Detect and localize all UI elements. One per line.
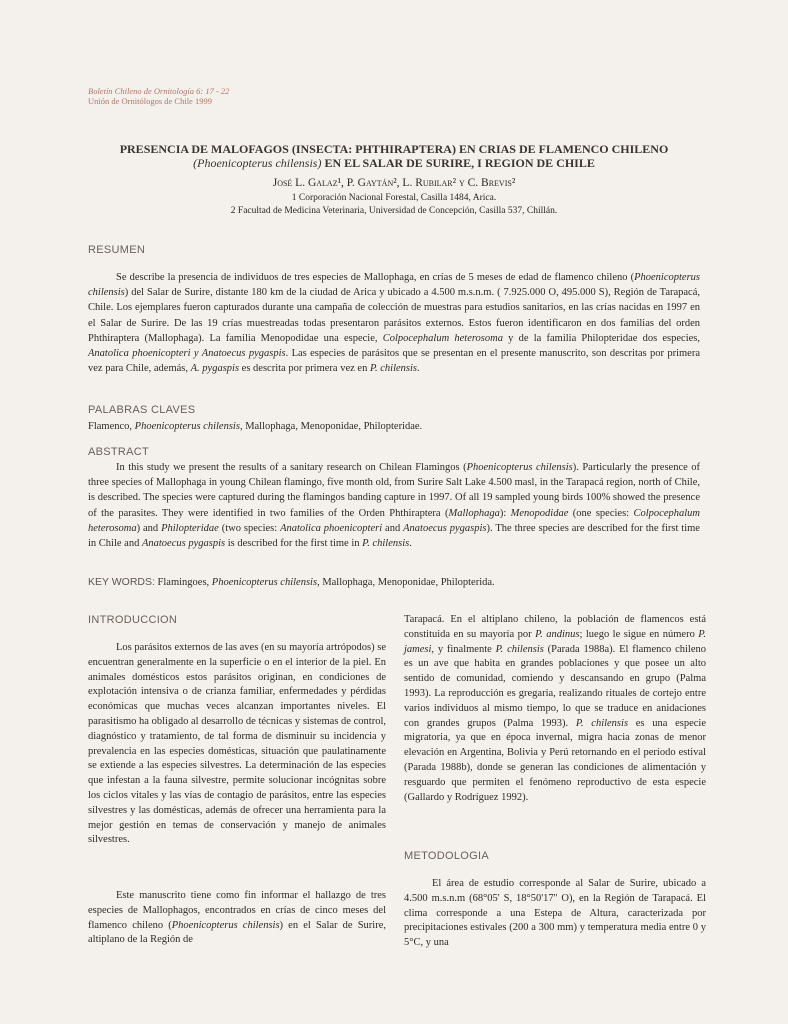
- intro-heading: INTRODUCCION: [88, 614, 178, 626]
- intro-part: Este manuscrito tiene como fin informar el hallazgo de tres especies de Mallophagos, encontrados en crías de cinco meses del flamenco chileno (: [88, 890, 386, 931]
- species-name: P. jamesi: [404, 628, 706, 655]
- abstract-part: ). The three species are described for the first time in Chile and: [88, 522, 700, 550]
- journal-name: Boletín Chileno de Ornitología 6: 17 - 22: [88, 86, 230, 96]
- abstract-part: (two species:: [218, 522, 281, 534]
- resumen-part: es descrita por primera vez en: [239, 363, 370, 375]
- affiliation-1: 1 Corporación Nacional Forestal, Casilla 1484, Arica.: [291, 193, 497, 203]
- taxon-name: Mallophaga: [448, 507, 500, 519]
- palabras-heading: PALABRAS CLAVES: [88, 404, 196, 416]
- keywords-heading: KEY WORDS:: [88, 576, 155, 588]
- abstract-part: ). Particularly the presence of three species of Mallophaga in young Chilean flamingo, five month old, from Surire Salt Lake 4.500 masl, in the Tarapacá region, north of Chile, is described. The species were captured during the flamingos banding capture in 1997. Of all 19 sampled young birds 100% showed the presence of the parasites. They were identified in two families of the Orden Phthiraptera (: [88, 462, 700, 519]
- intro-paragraph-1: Los parásitos externos de las aves (en su mayoría artrópodos) se encuentran generalmente en la superficie o en el interior de la piel. En animales domésticos estos parásitos originan, en condiciones de explotación intensiva o de crianza familiar, enfermedades y pérdidas económicas que muchas veces alcanzan importantes niveles. El parasitismo ha obligado al desarrollo de técnicas y sistemas de control, diagnóstico y tratamiento, de tal forma de disminuir su incidencia y prevalencia en las especies domésticas, situación que paulatinamente se extiende a las especies silvestres. La determinación de las especies que infestan a la fauna silvestre, permite solucionar incógnitas sobre los ciclos vitales y las vías de contagio de parásitos, entre las especies silvestres y las domésticas, además de ofrecer una herramienta para la mejor gestión en temas de conservación y manejo de animales silvestres.: [88, 642, 386, 846]
- keywords-part: , Mallophaga, Menoponidae, Philopterida.: [317, 577, 495, 588]
- species-name: P. andinus: [535, 628, 580, 640]
- palabras-text: [88, 419, 700, 434]
- palabras-part: Flamenco,: [88, 421, 135, 432]
- species-name: Phoenicopterus chilensis: [134, 421, 240, 432]
- species-name: Phoenicopterus chilensis: [88, 272, 700, 299]
- species-name: Anatoecus pygaspis: [403, 522, 487, 534]
- journal-header: [88, 86, 229, 106]
- title-line-2: [60, 156, 728, 170]
- species-name: Phoenicopterus chilensis: [466, 462, 573, 473]
- palabras-part: , Mallophaga, Menoponidae, Philopteridae.: [239, 421, 423, 432]
- resumen-part: ) del Salar de Surire, distante 180 km de la ciudad de Arica y ubicado a 4.500 m.s.n.m. ( 7.925.000 O, 495.000 S), Región de Tarapacá, Chile. Los ejemplares fueron capturados durante una campaña de colección de muestras para estudios sanitarios, en las crías nacidas en 1997 en el Salar de Surire. De las 19 crías muestreadas todas presentaron parásitos externos. Estos fueron identificaron en dos familias del orden Phthiraptera (Mallophaga). La familia Menopodidae una especie,: [88, 287, 700, 344]
- species-name: A. pygaspis: [190, 363, 240, 375]
- resumen-part: Se describe la presencia de individuos de tres especies de Mallophaga, en crías de 5 meses de edad de flamenco chileno (: [116, 272, 635, 283]
- keywords-line: [88, 575, 700, 590]
- title-species: (Phoenicopterus chilensis): [193, 156, 322, 170]
- abstract-heading: ABSTRACT: [88, 446, 150, 458]
- intro-paragraph-2: [88, 889, 386, 948]
- resumen-heading: RESUMEN: [88, 244, 146, 256]
- resumen-part: .: [417, 363, 420, 375]
- species-name: P. chilensis: [369, 363, 418, 375]
- affiliation-2: 2 Facultad de Medicina Veterinaria, Universidad de Concepción, Casilla 537, Chillán.: [230, 206, 558, 216]
- right-part: es una especie migratoria, ya que en época invernal, migra hacia zonas de menor elevación en Argentina, Bolivia y Perú retornando en el período estival (Parada 1988b), donde se generan las condiciones de alimentación y resguardo que permiten el fenómeno reproductivo de esta especie (Gallardo y Rodríguez 1992).: [404, 717, 706, 803]
- species-name: Colpocephalum heterosoma: [88, 507, 700, 534]
- journal-publisher: Unión de Ornitólogos de Chile 1999: [88, 96, 212, 106]
- resumen-part: y de la familia Philopteridae dos especies,: [502, 332, 701, 344]
- abstract-part: (one species:: [568, 507, 634, 519]
- abstract-part: In this study we present the results of a sanitary research on Chilean Flamingos (: [116, 462, 467, 473]
- right-part: Tarapacá. En el altiplano chileno, la población de flamencos está constituida en su mayoría por: [404, 614, 706, 640]
- species-name: Anatolica phoenicopteri: [280, 522, 383, 534]
- right-part: (Parada 1988a). El flamenco chileno es un ave que habita en grandes poblaciones y que posee un alto sentido de comunidad, comiendo y descansando en grupo (Palma 1993). La reproducción es gregaria, realizando rituales de cortejo entre varios individuos al mismo tiempo, lo que se traduce en anidaciones con grandes grupos (Palma 1993).: [404, 643, 706, 729]
- metodologia-paragraph: El área de estudio corresponde al Salar de Surire, ubicado a 4.500 m.s.n.m (68°05' S, 18°50'17'' O), en la Región de Tarapacá. El clima corresponde a una Estepa de Altura, caracterizada por precipitaciones estivales (200 a 300 mm) y temperatura media entre 0 y 5°C, y una: [404, 878, 706, 949]
- title-line-1: PRESENCIA DE MALOFAGOS (INSECTA: PHTHIRAPTERA) EN CRIAS DE FLAMENCO CHILENO: [119, 142, 669, 156]
- resumen-text: [88, 270, 700, 376]
- species-name: P. chilensis: [495, 643, 544, 655]
- species-name: Phoenicopterus chilensis: [211, 577, 318, 588]
- title-rest: EN EL SALAR DE SURIRE, I REGION DE CHILE: [321, 156, 595, 170]
- species-name: Colpocephalum heterosoma: [382, 332, 503, 344]
- abstract-part: ):: [499, 507, 511, 519]
- keywords-part: Flamingoes,: [154, 577, 212, 588]
- metodologia-heading: METODOLOGIA: [404, 850, 489, 862]
- right-part: ; luego le sigue en número: [579, 628, 699, 640]
- species-name: Anatoecus pygaspis: [141, 538, 226, 550]
- abstract-part: .: [409, 538, 412, 550]
- taxon-name: Menopodidae: [510, 507, 569, 519]
- species-name: Phoenicopterus chilensis: [171, 919, 280, 931]
- paper-title: [60, 142, 728, 170]
- right-column-text: [404, 613, 706, 805]
- intro-part: ) en el Salar de Surire, altiplano de la Región de: [88, 919, 386, 946]
- resumen-part: . Las especies de parásitos que se presentan en el presente manuscrito, son descritas por primera vez para Chile, además,: [88, 348, 700, 375]
- abstract-part: and: [382, 522, 404, 534]
- abstract-text: [88, 460, 700, 551]
- abstract-part: is described for the first time in: [225, 538, 363, 550]
- species-name: P. chilensis: [362, 538, 410, 550]
- author-list: José L. Galaz¹, P. Gaytán², L. Rubilar² y C. Brevis²: [272, 177, 516, 189]
- taxon-name: Philopteridae: [161, 522, 219, 534]
- abstract-part: ) and: [136, 522, 162, 534]
- species-name: P. chilensis: [575, 717, 629, 729]
- species-name: Anatolica phoenicopteri y Anatoecus pygaspis: [88, 348, 286, 360]
- right-part: , y finalmente: [431, 643, 496, 655]
